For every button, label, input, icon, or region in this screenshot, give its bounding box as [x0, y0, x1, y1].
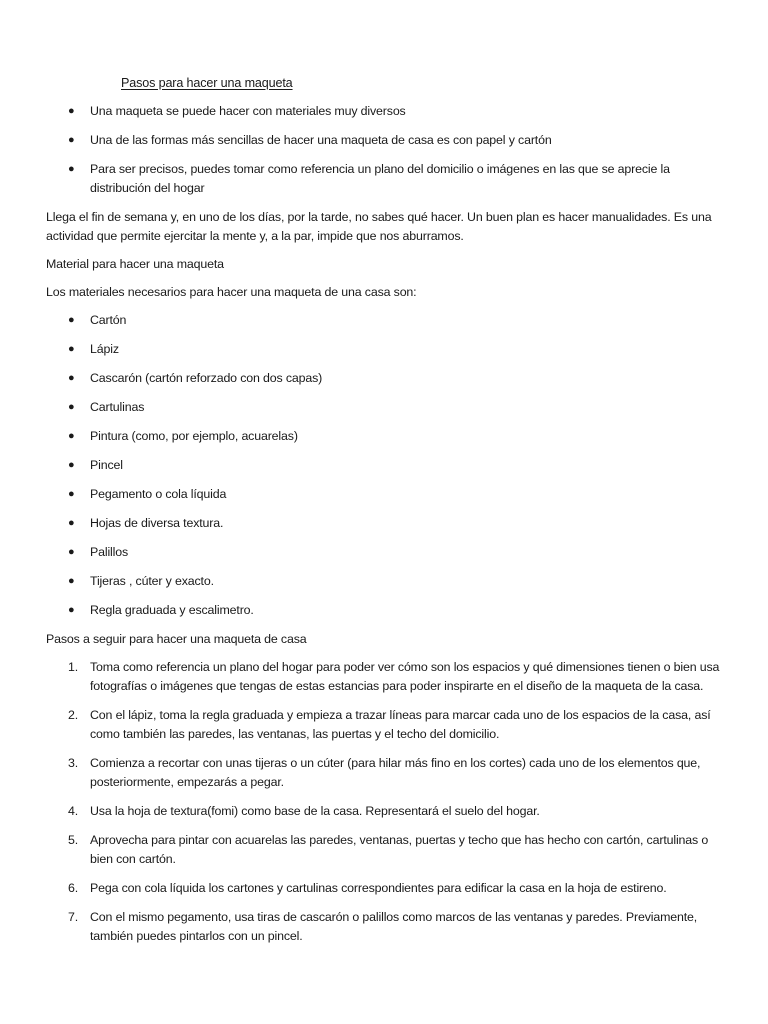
- intro-bullet-list: [46, 102, 730, 198]
- list-item: [46, 754, 730, 792]
- step-number: 1.: [68, 660, 79, 674]
- list-item-text: Comienza a recortar con unas tijeras o un cúter (para hilar más fino en los cortes) cada uno de los elementos que, posteriormente, empezarás a pegar.: [90, 756, 701, 789]
- list-item: [46, 340, 730, 359]
- bullet-icon: ●: [68, 372, 75, 384]
- list-item: [46, 485, 730, 504]
- bullet-icon: ●: [68, 343, 75, 355]
- list-item-text: Aprovecha para pintar con acuarelas las paredes, ventanas, puertas y techo que has hecho con cartón, cartulinas o bien con cartón.: [90, 833, 709, 866]
- list-item: [46, 658, 730, 696]
- bullet-icon: ●: [68, 163, 75, 175]
- list-item-text: Usa la hoja de textura(fomi) como base de la casa. Representará el suelo del hogar.: [90, 804, 540, 818]
- document-page: [46, 74, 730, 956]
- list-item-text: Para ser precisos, puedes tomar como referencia un plano del domicilio o imágenes en las que se aprecie la distribución del hogar: [90, 162, 670, 195]
- list-item: [46, 131, 730, 150]
- list-item-text: Cartulinas: [90, 400, 145, 414]
- step-number: 3.: [68, 756, 79, 770]
- bullet-icon: ●: [68, 134, 75, 146]
- list-item-text: Palillos: [90, 545, 129, 559]
- bullet-icon: ●: [68, 488, 75, 500]
- step-number: 5.: [68, 833, 79, 847]
- list-item-text: Regla graduada y escalimetro.: [90, 603, 254, 617]
- materials-intro: Los materiales necesarios para hacer una maqueta de una casa son:: [46, 285, 417, 299]
- list-item-text: Pega con cola líquida los cartones y cartulinas correspondientes para edificar la casa en la hoja de estireno.: [90, 881, 667, 895]
- list-item-text: Tijeras , cúter y exacto.: [90, 574, 214, 588]
- step-number: 7.: [68, 910, 79, 924]
- list-item: [46, 311, 730, 330]
- list-item-text: Lápiz: [90, 342, 119, 356]
- steps-heading: Pasos a seguir para hacer una maqueta de casa: [46, 632, 307, 646]
- list-item-text: Una de las formas más sencillas de hacer una maqueta de casa es con papel y cartón: [90, 133, 552, 147]
- list-item-text: Pegamento o cola líquida: [90, 487, 227, 501]
- list-item: [46, 514, 730, 533]
- list-item: [46, 456, 730, 475]
- list-item-text: Cascarón (cartón reforzado con dos capas): [90, 371, 323, 385]
- list-item: [46, 572, 730, 591]
- bullet-icon: ●: [68, 459, 75, 471]
- list-item-text: Pintura (como, por ejemplo, acuarelas): [90, 429, 298, 443]
- list-item: [46, 369, 730, 388]
- list-item: [46, 802, 730, 821]
- list-item: [46, 831, 730, 869]
- step-number: 2.: [68, 708, 79, 722]
- list-item: [46, 706, 730, 744]
- list-item: [46, 879, 730, 898]
- document-title: Pasos para hacer una maqueta: [121, 76, 293, 90]
- bullet-icon: ●: [68, 546, 75, 558]
- list-item: [46, 102, 730, 121]
- materials-heading: Material para hacer una maqueta: [46, 257, 224, 271]
- list-item: [46, 908, 730, 946]
- bullet-icon: ●: [68, 517, 75, 529]
- bullet-icon: ●: [68, 105, 75, 117]
- bullet-icon: ●: [68, 314, 75, 326]
- list-item: [46, 160, 730, 198]
- list-item: [46, 601, 730, 620]
- bullet-icon: ●: [68, 401, 75, 413]
- list-item: [46, 398, 730, 417]
- bullet-icon: ●: [68, 430, 75, 442]
- list-item-text: Pincel: [90, 458, 123, 472]
- list-item: [46, 427, 730, 446]
- list-item-text: Hojas de diversa textura.: [90, 516, 224, 530]
- bullet-icon: ●: [68, 575, 75, 587]
- intro-paragraph: Llega el fin de semana y, en uno de los días, por la tarde, no sabes qué hacer. Un buen plan es hacer manualidades. Es una actividad que permite ejercitar la mente y, a la par, impide que nos aburramos.: [46, 210, 712, 243]
- step-number: 6.: [68, 881, 79, 895]
- steps-list: [46, 658, 730, 946]
- list-item-text: Con el mismo pegamento, usa tiras de cascarón o palillos como marcos de las ventanas y paredes. Previamente, también puedes pintarlos con un pincel.: [90, 910, 698, 943]
- list-item-text: Con el lápiz, toma la regla graduada y empieza a trazar líneas para marcar cada uno de los espacios de la casa, así como también las paredes, las ventanas, las puertas y el techo del domicilio.: [90, 708, 711, 741]
- materials-list: [46, 311, 730, 620]
- list-item-text: Cartón: [90, 313, 127, 327]
- list-item-text: Toma como referencia un plano del hogar para poder ver cómo son los espacios y qué dimensiones tienen o bien usa fotografías o imágenes que tengas de estas estancias para poder inspirarte en el diseño de la maqueta de la casa.: [90, 660, 720, 693]
- bullet-icon: ●: [68, 604, 75, 616]
- list-item-text: Una maqueta se puede hacer con materiales muy diversos: [90, 104, 406, 118]
- step-number: 4.: [68, 804, 79, 818]
- list-item: [46, 543, 730, 562]
